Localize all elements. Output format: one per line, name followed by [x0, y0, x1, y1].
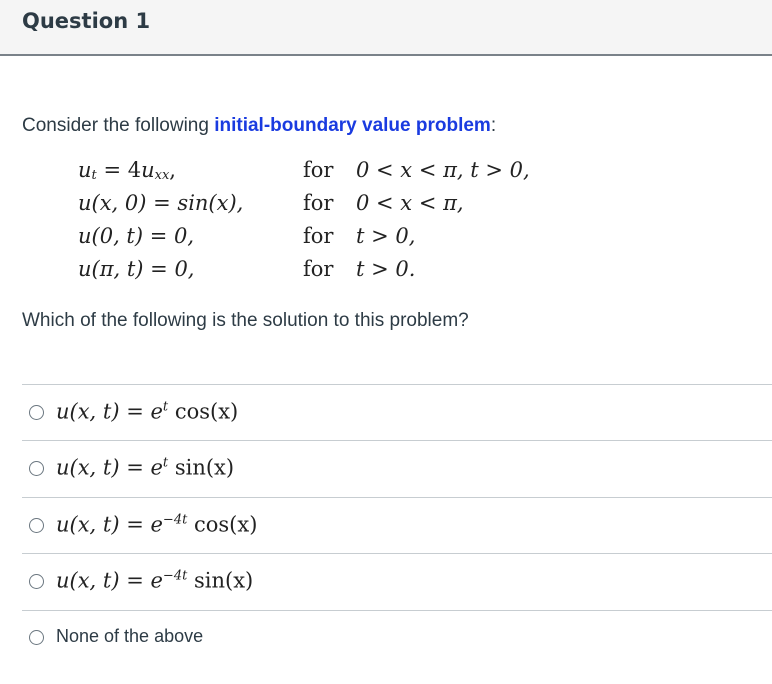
radio-button[interactable]: [29, 405, 44, 420]
answer-option-5[interactable]: [22, 611, 772, 663]
equation-initial-condition: 0 < x < π,: [356, 191, 464, 215]
question-intro: [22, 115, 496, 137]
answer-label: u(x, $t) = e^{-4t}$ sin(x): [56, 568, 254, 593]
equation-pde-for: for: [303, 158, 334, 182]
answer-label: None of the above: [56, 626, 204, 647]
question-prompt: Which of the following is the solution to this problem?: [22, 310, 469, 331]
radio-button[interactable]: [29, 461, 44, 476]
equation-boundary-right-lhs: u(π, t) = 0,: [78, 257, 195, 281]
header-divider: [0, 54, 772, 56]
answer-divider: [22, 497, 772, 498]
radio-button[interactable]: [29, 630, 44, 645]
answer-option-2[interactable]: [22, 442, 772, 494]
radio-button[interactable]: [29, 574, 44, 589]
equation-initial-lhs: u(x, 0) = sin(x),: [78, 191, 244, 215]
answer-divider: [22, 440, 772, 441]
intro-highlight: initial-boundary value problem: [214, 115, 491, 136]
answer-divider: [22, 384, 772, 385]
equation-pde-condition: 0 < x < π, t > 0,: [356, 158, 530, 182]
answer-option-1[interactable]: [22, 386, 772, 438]
answer-divider: [22, 553, 772, 554]
equation-initial-for: for: [303, 191, 334, 215]
radio-button[interactable]: [29, 518, 44, 533]
answer-option-3[interactable]: [22, 499, 772, 551]
answer-label: u(x, $t) = e^t$ cos(x): [56, 399, 239, 424]
equation-boundary-left-for: for: [303, 224, 334, 248]
answer-label: u(x, $t) = e^t$ sin(x): [56, 455, 235, 480]
intro-colon: :: [490, 115, 497, 136]
answer-label: u(x, $t) = e^{-4t}$ cos(x): [56, 512, 258, 537]
equation-boundary-left-lhs: u(0, t) = 0,: [78, 224, 195, 248]
question-title: Question 1: [22, 9, 151, 33]
question-header: [0, 0, 772, 55]
equation-pde-lhs: $u_t = 4u_{xx}$,: [78, 158, 176, 183]
equation-boundary-right-condition: t > 0.: [356, 257, 416, 281]
equation-boundary-left-condition: t > 0,: [356, 224, 416, 248]
equation-boundary-right-for: for: [303, 257, 334, 281]
answer-option-4[interactable]: [22, 555, 772, 607]
intro-text: Consider the following: [22, 115, 215, 136]
